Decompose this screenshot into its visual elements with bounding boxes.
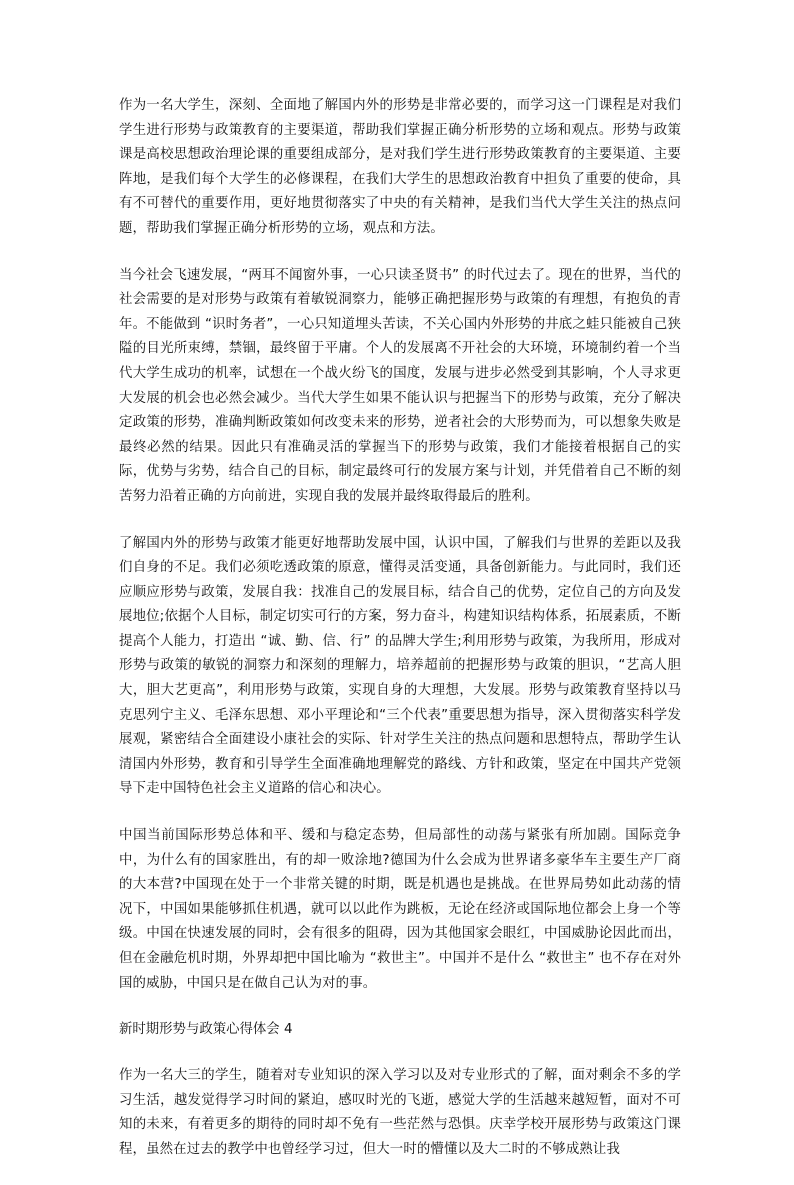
paragraph-2: 当今社会飞速发展，“两耳不闻窗外事，一心只读圣贤书” 的时代过去了。现在的世界，当代的社会需要的是对形势与政策有着敏锐洞察力，能够正确把握形势与政策的有理想，有抱负的青年。不能做到 “识时务者”，一心只知道埋头苦读，不关心国内外形势的井底之蛙只能被自己狭隘的目光所束缚，禁锢，最终留于平庸。个人的发展离不开社会的大环境，环境制约着一个当代大学生成功的机率，试想在一个战火纷飞的国度，发展与进步必然受到其影响，个人寻求更大发展的机会也必然会减少。当代大学生如果不能认识与把握当下的形势与政策，充分了解决定政策的形势，准确判断政策如何改变未来的形势，逆者社会的大形势而为，可以想象失败是最终必然的结果。因此只有准确灵活的掌握当下的形势与政策，我们才能接着根据自己的实际，优势与劣势，结合自己的目标，制定最终可行的发展方案与计划，并凭借着自己不断的刻苦努力沿着正确的方向前进，实现自我的发展并最终取得最后的胜利。 xyxy=(119,267,681,504)
paragraph-3: 了解国内外的形势与政策才能更好地帮助发展中国，认识中国，了解我们与世界的差距以及我们自身的不足。我们必须吃透政策的原意，懂得灵活变通，具备创新能力。与此同时，我们还应顺应形势与政策，发展自我：找准自己的发展目标，结合自己的优势，定位自己的方向及发展地位;依据个人目标，制定切实可行的方案，努力奋斗，构建知识结构体系，拓展素质，不断提高个人能力，打造出 “诚、勤、信、行” 的品牌大学生;利用形势与政策，为我所用，形成对形势与政策的敏锐的洞察力和深刻的理解力，培养超前的把握形势与政策的胆识，“艺高人胆大，胆大艺更高”，利用形势与政策，实现自身的大理想，大发展。形势与政策教育坚持以马克思列宁主义、毛泽东思想、邓小平理论和“三个代表”重要思想为指导，深入贯彻落实科学发展观，紧密结合全面建设小康社会的实际、针对学生关注的热点问题和思想特点，帮助学生认清国内外形势，教育和引导学生全面准确地理解党的路线、方针和政策，坚定在中国共产党领导下走中国特色社会主义道路的信心和决心。 xyxy=(119,535,681,797)
paragraph-4: 中国当前国际形势总体和平、缓和与稳定态势，但局部性的动荡与紧张有所加剧。国际竞争中，为什么有的国家胜出，有的却一败涂地?德国为什么会成为世界诸多豪华车主要生产厂商的大本营?中国现在处于一个非常关键的时期，既是机遇也是挑战。在世界局势如此动荡的情况下，中国如果能够抓住机遇，就可以以此作为跳板，无论在经济或国际地位都会上身一个等级。中国在快速发展的同时，会有很多的阻碍，因为其他国家会眼红，中国威胁论因此而出，但在金融危机时期，外界却把中国比喻为 “救世主”。中国并不是什么 “救世主” 也不存在对外国的威胁，中国只是在做自己认为对的事。 xyxy=(119,828,681,991)
section-heading: 新时期形势与政策心得体会 4 xyxy=(119,1022,293,1038)
document-page xyxy=(119,94,681,1185)
paragraph-5: 作为一名大三的学生，随着对专业知识的深入学习以及对专业形式的了解，面对剩余不多的学习生活，越发觉得学习时间的紧迫，感叹时光的飞逝，感觉大学的生活越来越短暂，面对不可知的未来，有着更多的期待的同时却不免有一些茫然与恐惧。庆幸学校开展形势与政策这门课程，虽然在过去的教学中也曾经学习过，但大一时的懵懂以及大二时的不够成熟让我 xyxy=(119,1068,681,1157)
paragraph-1: 作为一名大学生，深刻、全面地了解国内外的形势是非常必要的，而学习这一门课程是对我们学生进行形势与政策教育的主要渠道，帮助我们掌握正确分析形势的立场和观点。形势与政策课是高校思想政治理论课的重要组成部分，是对我们学生进行形势政策教育的主要渠道、主要阵地，是我们每个大学生的必修课程，在我们大学生的思想政治教育中担负了重要的使命，具有不可替代的重要作用，更好地贯彻落实了中央的有关精神，是我们当代大学生关注的热点问题，帮助我们掌握正确分析形势的立场，观点和方法。 xyxy=(119,98,681,236)
